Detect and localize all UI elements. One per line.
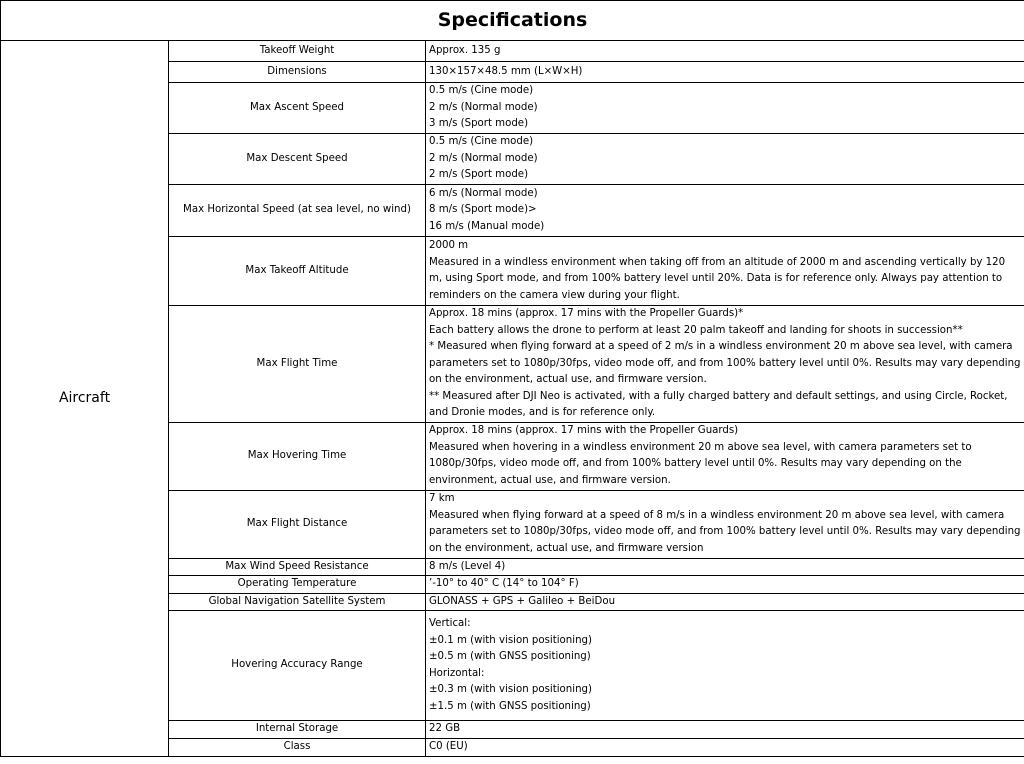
spec-label: Max Takeoff Altitude bbox=[169, 237, 426, 306]
spec-value-line: 2000 m bbox=[429, 240, 469, 251]
spec-value bbox=[426, 558, 1024, 576]
spec-label: Dimensions bbox=[169, 62, 426, 83]
spec-value-line: ±0.1 m (with vision positioning) bbox=[429, 634, 592, 646]
spec-label: Internal Storage bbox=[169, 721, 426, 739]
spec-value-line: 8 m/s (Sport mode)> bbox=[429, 204, 537, 216]
table-row bbox=[1, 41, 1024, 62]
spec-value-line: ±0.5 m (with GNSS positioning) bbox=[429, 651, 591, 662]
spec-value-line: Horizontal: bbox=[429, 667, 485, 679]
spec-value-line: Vertical: bbox=[429, 618, 471, 629]
spec-value-line: * Measured when flying forward at a speed of 2 m/s in a windless environment 20 m above sea level, with camera parameters set to 1080p/30fps, video mode off, and from 100% battery level until 0%. Results may vary depending on the environment, actual use, and firmware version. bbox=[429, 341, 1021, 385]
spec-label: Hovering Accuracy Range bbox=[169, 611, 426, 721]
spec-label: Max Flight Distance bbox=[169, 490, 426, 558]
page-title: Specifications bbox=[1, 1, 1024, 41]
spec-value-line: 2 m/s (Sport mode) bbox=[429, 169, 529, 181]
spec-value-line: ’-10° to 40° C (14° to 104° F) bbox=[429, 578, 579, 589]
title-row bbox=[1, 1, 1024, 41]
spec-value bbox=[426, 41, 1024, 62]
spec-value-line: 3 m/s (Sport mode) bbox=[429, 118, 529, 130]
spec-value-line: ** Measured after DJI Neo is activated, with a fully charged battery and default settings, and using Circle, Rocket, and Dronie modes, and is for reference only. bbox=[429, 390, 1008, 418]
spec-value bbox=[426, 134, 1024, 185]
spec-label: Global Navigation Satellite System bbox=[169, 593, 426, 611]
spec-value bbox=[426, 422, 1024, 490]
spec-value bbox=[426, 739, 1024, 757]
spec-value bbox=[426, 576, 1024, 594]
spec-value bbox=[426, 611, 1024, 721]
spec-value-line: 7 km bbox=[429, 493, 455, 504]
specifications-body bbox=[1, 41, 1024, 757]
spec-value bbox=[426, 490, 1024, 558]
spec-label: Max Horizontal Speed (at sea level, no wind) bbox=[169, 185, 426, 237]
spec-value-line: 6 m/s (Normal mode) bbox=[429, 187, 538, 199]
spec-label: Max Wind Speed Resistance bbox=[169, 558, 426, 576]
spec-value-line: 130×157×48.5 mm (L×W×H) bbox=[429, 65, 583, 77]
spec-value bbox=[426, 237, 1024, 306]
spec-value bbox=[426, 62, 1024, 83]
spec-value-line: 2 m/s (Normal mode) bbox=[429, 101, 538, 113]
spec-value-line: Approx. 18 mins (approx. 17 mins with the Propeller Guards)* bbox=[429, 308, 744, 319]
spec-label: Max Ascent Speed bbox=[169, 83, 426, 134]
spec-label: Operating Temperature bbox=[169, 576, 426, 594]
spec-label: Max Hovering Time bbox=[169, 422, 426, 490]
spec-value bbox=[426, 185, 1024, 237]
spec-label: Max Descent Speed bbox=[169, 134, 426, 185]
spec-value bbox=[426, 83, 1024, 134]
spec-value-line: 22 GB bbox=[429, 723, 461, 735]
spec-value-line: ±0.3 m (with vision positioning) bbox=[429, 684, 592, 695]
spec-value-line: Measured when hovering in a windless environment 20 m above sea level, with camera parameters set to 1080p/30fps, video mode off, and from 100% battery level until 0%. Results may vary depending on the environment, actual use, and firmware version. bbox=[429, 441, 972, 486]
spec-value-line: 8 m/s (Level 4) bbox=[429, 560, 506, 572]
spec-value-line: Each battery allows the drone to perform at least 20 palm takeoff and landing for shoots in succession** bbox=[429, 324, 963, 336]
spec-value-line: Measured when flying forward at a speed of 8 m/s in a windless environment 20 m above sea level, with camera parameters set to 1080p/30fps, video mode off, and from 100% battery level until 0%. Results may vary depending on the environment, actual use, and firmware version bbox=[429, 509, 1021, 554]
spec-value-line: 0.5 m/s (Cine mode) bbox=[429, 85, 534, 97]
spec-value bbox=[426, 306, 1024, 423]
spec-value-line: C0 (EU) bbox=[429, 741, 468, 752]
spec-value-line: Approx. 135 g bbox=[429, 44, 501, 56]
spec-label: Max Flight Time bbox=[169, 306, 426, 423]
spec-value-line: ±1.5 m (with GNSS positioning) bbox=[429, 700, 591, 712]
spec-value-line: 0.5 m/s (Cine mode) bbox=[429, 136, 534, 148]
spec-value bbox=[426, 721, 1024, 739]
spec-label: Class bbox=[169, 739, 426, 757]
group-label-aircraft: Aircraft bbox=[1, 41, 169, 757]
spec-value-line: Measured in a windless environment when taking off from an altitude of 2000 m and ascending vertically by 120 m, using Sport mode, and from 100% battery level until 20%. Data is for reference only. Always pay attention to reminders on the camera view during your flight. bbox=[429, 256, 1006, 301]
spec-value-line: Approx. 18 mins (approx. 17 mins with the Propeller Guards) bbox=[429, 425, 739, 436]
spec-label: Takeoff Weight bbox=[169, 41, 426, 62]
spec-value-line: 16 m/s (Manual mode) bbox=[429, 220, 545, 232]
spec-value bbox=[426, 593, 1024, 611]
spec-value-line: 2 m/s (Normal mode) bbox=[429, 152, 538, 164]
spec-value-line: GLONASS + GPS + Galileo + BeiDou bbox=[429, 595, 616, 607]
